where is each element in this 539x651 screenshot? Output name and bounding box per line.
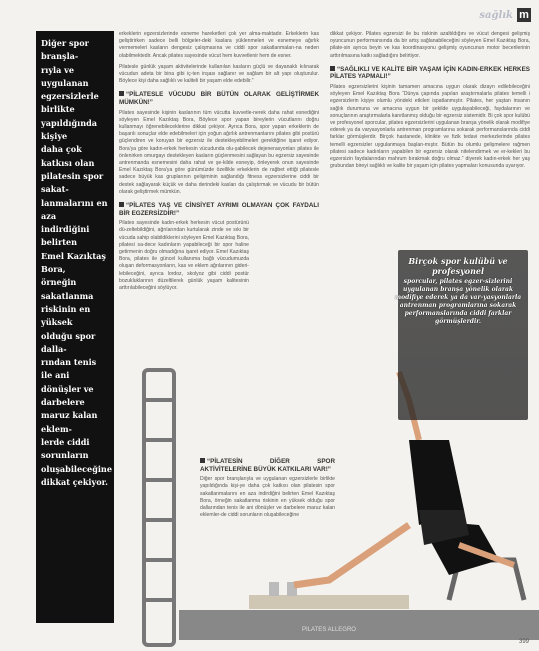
article-column-right	[330, 31, 530, 174]
pull-quote-line: daha çok katkısı olan	[41, 144, 95, 168]
callout-title: Birçok spor kulübü ve profesyonel	[408, 256, 508, 276]
reformer-carriage	[249, 595, 409, 609]
pull-quote-line: rıyla ve uygulanan	[41, 64, 89, 88]
reformer-base	[179, 610, 539, 640]
pull-quote-line: lerde ciddi sorunların	[41, 436, 90, 461]
paragraph: dikkat çekiyor. Pilates egzersizi ile bu riskinin azaltıldığını ve vücut dengesi gelişmiş oyuncunun performansında da bir artış sağlanabileceğini söyleyen Emel Kazıktaş Bora, pilate-sin ayrıca beyin ve kas koordinasyonu gelişmiş oyuncunun motor becerilerinin arttırılmasına katkı sağladığını belirtiyor.	[330, 31, 530, 59]
section-brand: sağlık	[479, 9, 513, 21]
paragraph: erkeklerin egzersizlerinde esneme hareketleri çok yer alma-maktadır. Erkeklerin kas geliştirirken sadece belli bölgeler-deki kaslara yüklenmeleri ve esnemeye ağırlık vermemeleri kasların dengesiz çalışmasına ve ciddi spor sakatlanmaları-na neden olabilmektedir. Ancak pilates sayesinde vücut hem kuvvetlenir hem de esner.	[119, 31, 319, 59]
pull-quote-line: Emel Kazıktaş Bora,	[41, 250, 106, 275]
callout-body: sporcular, pilates egzer-sizlerini uygulanan branşa yönelik olarak modifiye ederek ya da var-yasyonlarla antrenman programlarına sokarak performanslarında ciddi farklar görmüşlerdir.	[394, 278, 522, 325]
article-column-middle	[119, 31, 319, 296]
callout-quote	[394, 256, 522, 326]
subheading: “PİLATESLE VÜCUDU BİR BÜTÜN OLARAK GELİŞTİRMEK MÜMKÜN!”	[119, 91, 319, 107]
shoulder-block	[269, 582, 279, 596]
page-header	[479, 6, 531, 24]
magazine-logo: m	[517, 8, 531, 22]
page-number: 399	[518, 639, 529, 645]
pull-quote-line: egzersizlerle birlikte	[41, 91, 99, 115]
pilates-reformer-machine	[144, 370, 174, 645]
paragraph: Diğer spor branşlarıyla ve uygulanan egzersizlerle birlikte yapıldığında kişi-ye daha çok katkısı olan pilatesin spor sakatlanmalarını en aza indirdiğini belirten Emel Kazıktaş Bora, örneğin sakatlanma riskinin en yüksek olduğu spor dallarından tenis ile ani dönüşler ve darbelere maruz kalan eklemler-de ciddi sorunların oluşabileceğine	[200, 476, 335, 519]
pull-quote-text	[36, 31, 114, 489]
pull-quote-line: pilatesin spor sakat-	[41, 170, 104, 195]
paragraph: Pilates egzersizlerini kişinin tamamen amacına uygun olarak dizayn edilebileceğini söyleyen Emel Kazıktaş Bora “Dünya çapında yapılan araştırmalarla pilates temelli i egzersizlerin kişiye olumlu yöndeki etkileri ispatlanmıştır. Pilates, her yaştan insanın sağlık durumuna ve amacına uygun bir şekilde uygulayabileceği, faydalarının ve sonuçlarının araştırmalarla kanıtlanmış olduğu bir egzersiz sistemidir. Bi çok spor kulübü ve profesyonel sporcular, pilates egzersizlerini uygulanan branşa yönelik olarak modifiye ederek ya da varyasyonlarla antrenman programlarına sokarak performanslarında ciddi farklar görmüşlerdir. Birçok hastanede, klinikte ve fizik tedavi merkezlerinde pilates temelli egzersizler uygulanmaya başlan-mıştır. Bütün bu olumlu gelişmelere rağmen pilatesi sadece kadınların yapabilen bir egzersiz olarak nitelendirmek ve er-kekleri bu egzersizin faydalarından mahrum bırakmak doğru olmaz.” diyerek kadın-erkek her yaş grubundan bireyi sağlıklı ve kalite bir yaşam için pilates yapmaları konusunda uyarıyor.	[330, 84, 530, 170]
paragraph: Pilates sayesinde kişinin kaslarının tüm vücutta kuvvetle-nerek daha rahat esnediğini söyleyen Emel Kazıktaş Bora, Böylece spor yapan bireylerin vücutlarını doğru kullanmayı öğrenebileceklerine dikkat çekiyor. Ayrıca Bora, spor yapan erkeklerin de başarılı sonuçlar elde edebilmeleri için yoğun ağırlık antrenmanlarını pilates gibi postürü güçlendiren ve koruyan bir egzersiz ile destekleyebilmeleri gerektiğine işaret ediyor. Bora'ya göre kadın-erkek herkesin vücudunda olu-şabilecek dejenerasyonları pilates ile önlenirken omurgayı destekleyen kasların güçlenmesini sağlayan bu egzersiz sayesinde antrenmanda esnemesini daha rahat ve şe-kilde esneyip, önleyerek onun sayesinde Emel Kazıktaş Bora'ya göre günümüzde özellikle erkeklerin de rağbet ettiği pilatesle sadece büyük kas gruplarının gelişiminin sağlandığı fitness egzersizlerine ciddi bir destek sağlayarak küçük ve daha derindeki kasları da çalıştırmak ve vücudu bir bütün olarak geliştirmek mümkün.	[119, 109, 319, 195]
square-bullet-icon	[119, 91, 124, 96]
paragraph: Pilates sayesinde kadın-erkek herkesin vücut postürünü dü-zeltebildiğini, ağrılarından kurtularak zinde ve sıkı bir vücuda sahip olabildiklerini söyleyen Emel Kazıktaş Bora, pilatesi sa-dece kadınların yapabileceği bir spor haline getirmenin doğru olmadığına işaret ediyor. Emel Kazıktaş Bora, pilates ile güncel kullanıma bağlı vücudumuzda oluşan deformasyonların, kas ve eklem ağrılarının gideri-lebileceğini, ayrıca lordoz, skolyoz gibi ciddi postür bozukluklarının düzeltilerek günlük yaşam kalitesinin arttırılabileceğini söylüyor.	[119, 220, 249, 292]
pull-quote-line: dönüşler ve darbelere	[41, 383, 94, 408]
pull-quote-line: olduğu spor dalla-	[41, 330, 96, 354]
square-bullet-icon	[330, 66, 335, 71]
square-bullet-icon	[119, 202, 124, 207]
subheading: “SAĞLIKLI VE KALİTE BİR YAŞAM İÇİN KADIN-ERKEK HERKES PİLATES YAPMALI!”	[330, 65, 530, 81]
pull-quote-line: oluşabileceğine	[41, 463, 112, 474]
pull-quote-line: indirdiğini belirten	[41, 224, 90, 248]
paragraph: Pilatesle günlük yaşam aktivitelerinde kullanılan kasların güçlü ve dayanaklı kılınarak vücudun adeta bir bina gibi iç-ten inşası sağlanır ve sağlam bir alt yapı oluşturulur. Böylece kişi daha sağlıklı ve kaliteli bir yaşam elde edebilir.”	[119, 63, 319, 85]
subheading: “PİLATESİN DİĞER SPOR AKTİVİTELERİNE BÜYÜK KATKILARI VAR!”	[200, 458, 335, 473]
pull-quote-line: Diğer spor branşla-	[41, 38, 89, 62]
pull-quote-line: rından tenis ile ani	[41, 357, 97, 381]
pull-quote-line: maruz kalan eklem-	[41, 410, 98, 434]
pull-quote-sidebar	[36, 31, 114, 623]
pull-quote-line: yapıldığında kişiye	[41, 117, 98, 142]
machine-label: PILATES ALLEGRO	[302, 627, 356, 633]
pull-quote-line: dikkat çekiyor.	[41, 476, 108, 487]
pull-quote-line: örneğin sakatlanma	[41, 277, 94, 301]
pull-quote-line: lanmalarını en aza	[41, 197, 108, 221]
pull-quote-line: riskinin en yüksek	[41, 303, 91, 328]
subheading: “PİLATES YAŞ VE CİNSİYET AYRIMI OLMAYAN ÇOK FAYDALI BİR EGZERSİZDİR!”	[119, 202, 319, 217]
